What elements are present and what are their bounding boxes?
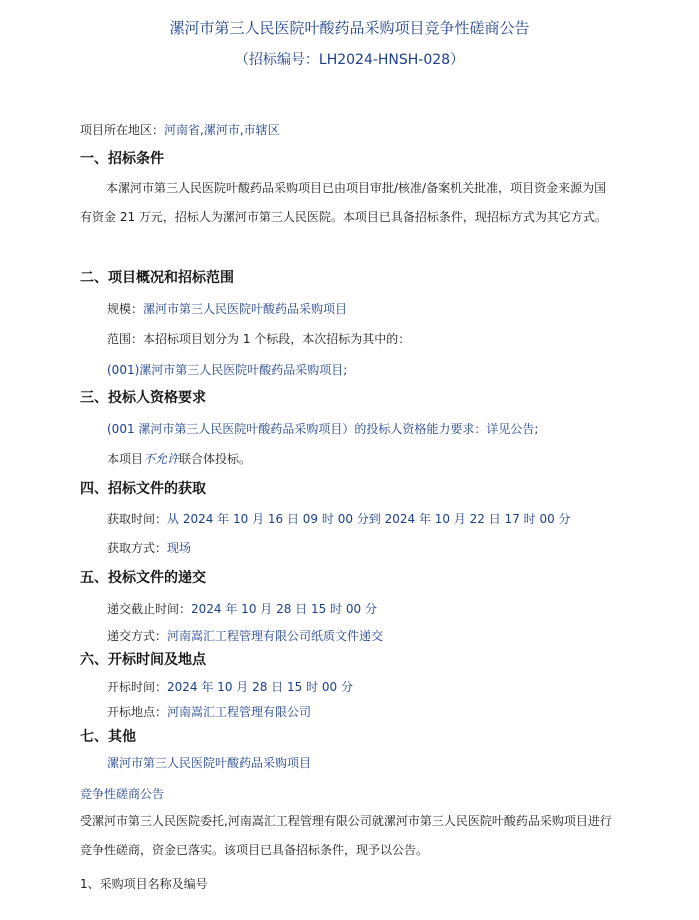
project-range: 范围：本招标项目划分为 1 个标段，本次招标为其中的： — [107, 332, 411, 346]
procurement-item-1: 1、采购项目名称及编号 — [80, 877, 208, 891]
submit-deadline — [107, 600, 377, 617]
opening-place-value: 河南嵩汇工程管理有限公司 — [167, 705, 312, 719]
other-announcement-title: 竞争性磋商公告 — [80, 787, 165, 801]
submit-deadline-label: 递交截止时间： — [107, 602, 192, 616]
opening-time-label: 开标时间： — [107, 680, 168, 694]
joint-not-allowed: 不允许 — [143, 452, 180, 466]
section-1-heading: 一、招标条件 — [80, 151, 164, 167]
section-4-heading: 四、招标文件的获取 — [80, 481, 206, 497]
joint-post: 联合体投标。 — [179, 452, 252, 466]
joint-bidding-note — [107, 450, 251, 467]
location-value: 河南省,漯河市,市辖区 — [164, 123, 280, 137]
submit-method-label: 递交方式： — [107, 629, 168, 643]
submit-method — [107, 627, 383, 644]
section-1-body: 本漯河市第三人民医院叶酸药品采购项目已由项目审批/核准/备案机关批准，项目资金来源为国有资金 21 万元，招标人为漯河市第三人民医院。本项目已具备招标条件，现招标方式为其它方式。 — [80, 181, 607, 224]
section-7-heading: 七、其他 — [80, 729, 136, 745]
lot-item: (001)漯河市第三人民医院叶酸药品采购项目; — [107, 363, 348, 377]
opening-time — [107, 678, 353, 695]
project-location — [80, 121, 280, 138]
joint-pre: 本项目 — [107, 452, 144, 466]
section-2-heading: 二、项目概况和招标范围 — [80, 270, 234, 286]
acquire-time-value: 从 2024 年 10 月 16 日 09 时 00 分到 2024 年 10 月 22 日 17 时 00 分 — [167, 512, 571, 526]
other-project-name: 漯河市第三人民医院叶酸药品采购项目 — [107, 756, 312, 770]
opening-place-label: 开标地点： — [107, 705, 168, 719]
submit-method-value: 河南嵩汇工程管理有限公司纸质文件递交 — [167, 629, 384, 643]
acquire-time — [107, 510, 571, 527]
section-3-heading: 三、投标人资格要求 — [80, 390, 206, 406]
acquire-method-label: 获取方式： — [107, 541, 168, 555]
opening-time-value: 2024 年 10 月 28 日 15 时 00 分 — [167, 680, 353, 694]
other-announcement-body: 受漯河市第三人民医院委托,河南嵩汇工程管理有限公司就漯河市第三人民医院叶酸药品采购项目进行竞争性磋商，资金已落实。该项目已具备招标条件，现予以公告。 — [80, 814, 612, 857]
section-6-heading: 六、开标时间及地点 — [80, 652, 206, 668]
project-scale — [107, 300, 347, 317]
tender-number: （招标编号：LH2024-HNSH-028） — [234, 52, 465, 68]
qualification-requirement: (001 漯河市第三人民医院叶酸药品采购项目）的投标人资格能力要求：详见公告; — [107, 422, 539, 436]
section-5-heading: 五、投标文件的递交 — [80, 570, 206, 586]
location-label: 项目所在地区： — [80, 123, 165, 137]
opening-place — [107, 703, 311, 720]
acquire-time-label: 获取时间： — [107, 512, 168, 526]
scale-label: 规模： — [107, 302, 144, 316]
scale-value: 漯河市第三人民医院叶酸药品采购项目 — [143, 302, 348, 316]
document-title: 漯河市第三人民医院叶酸药品采购项目竞争性磋商公告 — [169, 19, 530, 37]
acquire-method — [107, 539, 191, 556]
submit-deadline-value: 2024 年 10 月 28 日 15 时 00 分 — [191, 602, 377, 616]
acquire-method-value: 现场 — [167, 541, 192, 555]
